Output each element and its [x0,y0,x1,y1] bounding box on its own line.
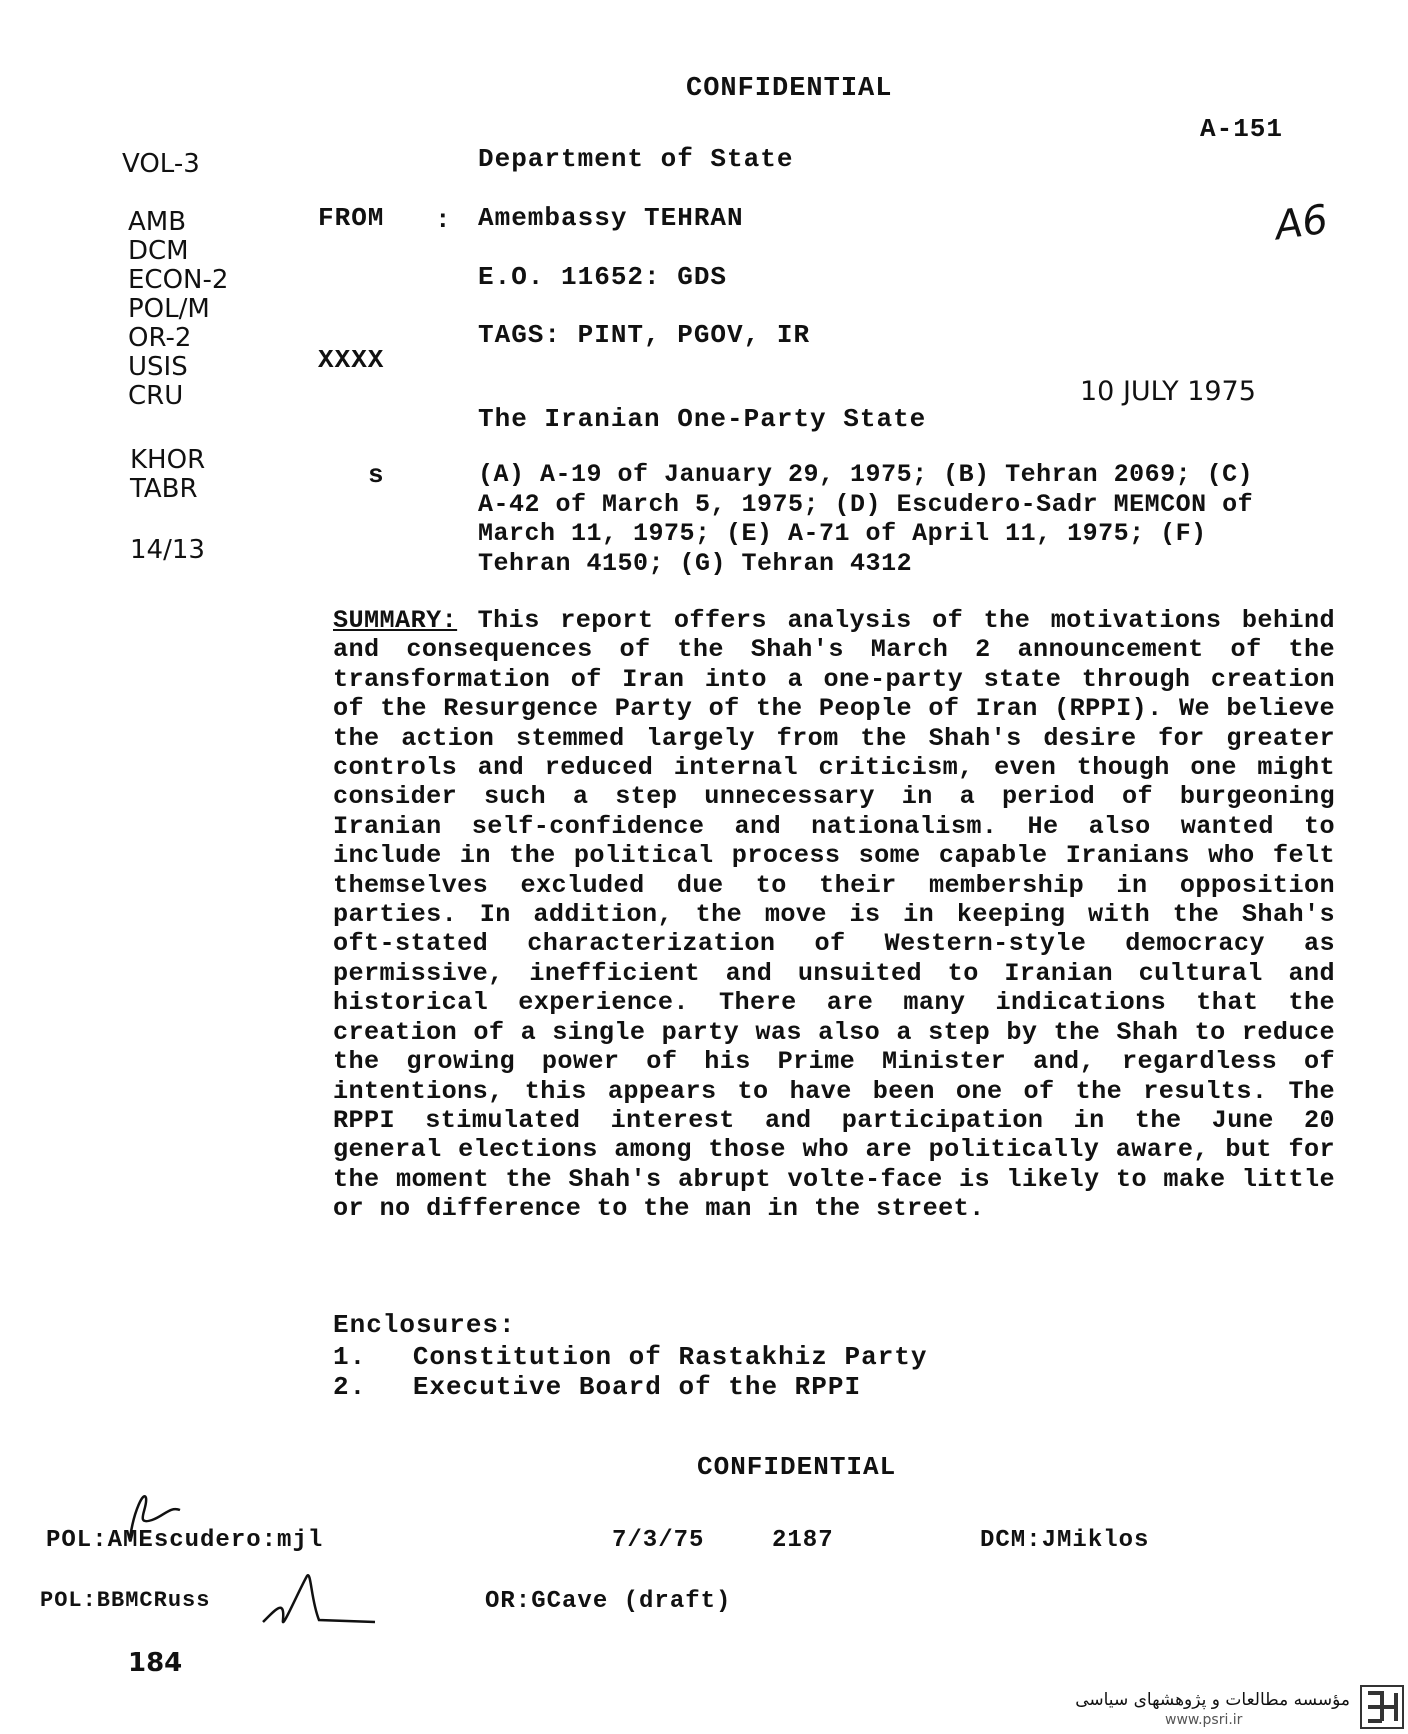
to-value: Department of State [478,144,794,174]
distribution-item: DCM [128,236,189,266]
enclosure-item [333,1372,861,1402]
tags-line: TAGS: PINT, PGOV, IR [478,320,811,350]
distribution-item: ECON-2 [128,265,229,295]
distribution-list-b [130,446,205,504]
subject-line: The Iranian One-Party State [478,404,927,434]
drafted-date: 7/3/75 [612,1527,705,1554]
summary-text: This report offers analysis of the motivations behind and consequences of the Shah's March 2 announcement of the transformation of Iran into a one-party state through creation of the Resurgence Party of the People of Iran (RPPI). We believe the action stemmed largely from the Shah's desire for greater controls and reduced internal criticism, even though one might consider such a step unnecessary in a period of burgeoning Iranian self-confidence and nationalism. He also wanted to include in the political process some capable Iranians who felt themselves excluded due to their membership in opposition parties. In addition, the move is in keeping with the Shah's oft-stated characterization of Western-style democracy as permissive, inefficient and unsuited to Iranian cultural and historical experience. There are many indications that the creation of a single party was also a step by the Shah to reduce the growing power of his Prime Minister and, regardless of intentions, this appears to have been one of the results. The RPPI stimulated interest and participation in the June 20 general elections among those who are politically aware, but for the moment the Shah's abrupt volte-face is likely to make little or no difference to the man in the street. [333,606,1336,1224]
distribution-item: AMB [128,207,187,237]
watermark-url: www.psri.ir [1165,1712,1243,1728]
classification-top: CONFIDENTIAL [686,74,893,104]
distribution-item: CRU [128,381,184,411]
approved-by: DCM:JMiklos [980,1527,1150,1554]
enclosures-label: Enclosures: [333,1310,516,1340]
distribution-item: POL/M [128,294,210,324]
airgram-number: A-151 [1200,114,1284,144]
clearance-left: POL:BBMCRuss [40,1588,211,1613]
watermark-name: مؤسسه مطالعات و پژوهشهای سیاسی [1075,1690,1350,1710]
drafter: POL:AMEscudero:mjl [46,1527,324,1554]
xxxx-mark: XXXX [318,345,385,375]
clearance-signature-icon [255,1570,385,1635]
distribution-count: 14/13 [130,535,205,565]
distribution-item: KHOR [130,445,206,475]
enclosure-item [333,1342,928,1372]
from-separator: : [435,205,452,235]
enclosure-text: Constitution of Rastakhiz Party [412,1342,928,1372]
distribution-list-a [128,208,228,411]
reference-label: s [368,460,385,490]
enclosure-text: Executive Board of the RPPI [412,1372,862,1402]
distribution-item: OR-2 [128,323,192,353]
date-line: 10 JULY 1975 [1080,376,1256,407]
summary [333,606,1335,1224]
handwritten-code: A6 [1272,196,1331,250]
enclosure-number: 1. [333,1342,367,1372]
from-label: FROM [318,203,385,233]
clearance-right: OR:GCave (draft) [485,1588,732,1615]
distribution-item: TABR [130,474,198,504]
institute-logo-icon [1360,1685,1404,1729]
extension: 2187 [772,1527,834,1554]
enclosure-number: 2. [333,1372,367,1402]
from-value: Amembassy TEHRAN [478,203,744,233]
distribution-item: USIS [128,352,188,382]
eo-line: E.O. 11652: GDS [478,262,728,292]
page-number: 184 [128,1648,183,1678]
summary-label: SUMMARY: [333,606,458,635]
references: (A) A-19 of January 29, 1975; (B) Tehran 2069; (C) A-42 of March 5, 1975; (D) Escudero-Sadr MEMCON of March 11, 1975; (E) A-71 of April 11, 1975; (F) Tehran 4150; (G) Tehran 4312 [478,460,1254,578]
distribution-vol: VOL-3 [122,149,200,179]
classification-bottom: CONFIDENTIAL [697,1452,897,1482]
